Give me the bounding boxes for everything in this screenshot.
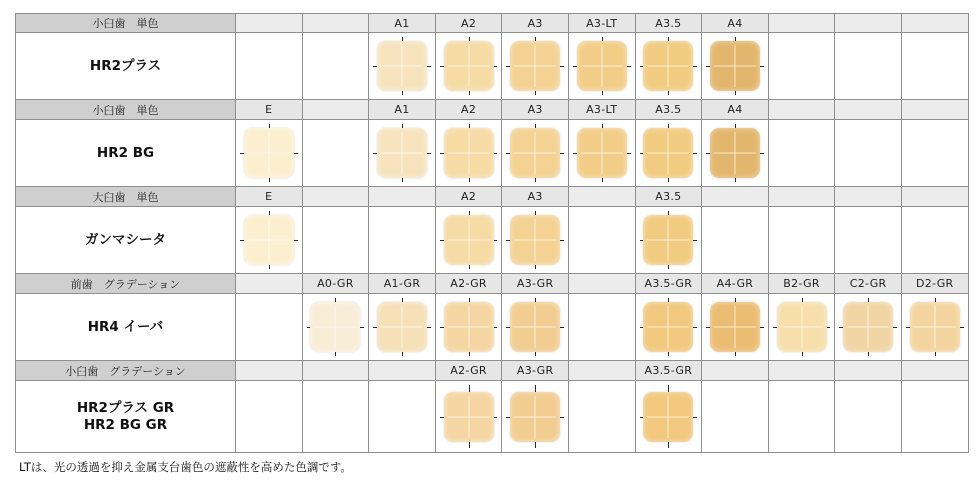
section-category-label: 小臼歯 単色 <box>15 13 236 33</box>
shade-table <box>15 13 969 453</box>
shade-code-header: A4 <box>702 100 769 120</box>
shade-swatch <box>510 215 560 265</box>
shade-code-header: E <box>236 187 303 207</box>
section-header-row <box>15 100 969 120</box>
shade-swatch <box>444 302 494 352</box>
product-name: HR2プラス GR <box>76 399 175 416</box>
section-category-label: 小臼歯 グラデーション <box>15 361 236 381</box>
empty-cell <box>236 294 303 361</box>
shade-swatch <box>444 41 494 91</box>
shade-sample-cell <box>636 207 703 274</box>
empty-header-cell <box>835 100 902 120</box>
shade-code-header: A2 <box>436 100 503 120</box>
empty-header-cell <box>369 361 436 381</box>
empty-cell <box>369 207 436 274</box>
section-header-row <box>15 274 969 294</box>
shade-swatch <box>710 302 760 352</box>
product-name-cell <box>15 120 236 187</box>
shade-code-header: A4 <box>702 13 769 33</box>
shade-code-header: A1 <box>369 100 436 120</box>
empty-header-cell <box>303 187 370 207</box>
empty-cell <box>236 381 303 453</box>
empty-cell <box>835 33 902 100</box>
shade-sample-cell <box>702 120 769 187</box>
shade-swatch <box>444 215 494 265</box>
empty-header-cell <box>769 361 836 381</box>
section-header-row <box>15 361 969 381</box>
shade-swatch <box>643 128 693 178</box>
shade-code-header: A1 <box>369 13 436 33</box>
shade-sample-cell <box>236 207 303 274</box>
product-name: ガンマシータ <box>85 231 166 248</box>
shade-sample-cell <box>502 294 569 361</box>
shade-swatch <box>377 41 427 91</box>
empty-header-cell <box>569 361 636 381</box>
shade-code-header: A3 <box>502 187 569 207</box>
shade-sample-cell <box>569 33 636 100</box>
product-name: HR2プラス <box>89 57 162 74</box>
shade-sample-cell <box>502 207 569 274</box>
shade-swatch <box>710 128 760 178</box>
shade-code-header: A1-GR <box>369 274 436 294</box>
shade-code-header: A3.5-GR <box>636 274 703 294</box>
shade-code-header: A3.5-GR <box>636 361 703 381</box>
product-row <box>15 381 969 453</box>
shade-sample-cell <box>436 294 503 361</box>
product-name: HR2 BG GR <box>83 416 168 433</box>
shade-swatch <box>577 128 627 178</box>
shade-sample-cell <box>436 120 503 187</box>
product-name: HR4 イーバ <box>87 318 164 335</box>
footnote: LTは、光の透過を抑え金属支台歯色の遮蔽性を高めた色調です。 <box>19 460 352 474</box>
empty-cell <box>902 381 969 453</box>
shade-code-header: A3-GR <box>502 361 569 381</box>
empty-cell <box>835 207 902 274</box>
shade-swatch <box>577 41 627 91</box>
shade-sample-cell <box>702 294 769 361</box>
shade-swatch <box>910 302 960 352</box>
empty-cell <box>769 207 836 274</box>
section-header-row <box>15 13 969 33</box>
shade-code-header: A3-LT <box>569 100 636 120</box>
empty-cell <box>303 381 370 453</box>
product-row <box>15 120 969 187</box>
product-name-cell <box>15 381 236 453</box>
shade-sample-cell <box>569 120 636 187</box>
section-category-label: 前歯 グラデーション <box>15 274 236 294</box>
empty-cell <box>303 120 370 187</box>
empty-header-cell <box>303 361 370 381</box>
shade-code-header: A4-GR <box>702 274 769 294</box>
shade-swatch <box>444 392 494 442</box>
empty-header-cell <box>902 100 969 120</box>
empty-header-cell <box>569 187 636 207</box>
empty-header-cell <box>835 361 902 381</box>
shade-code-header: A3-GR <box>502 274 569 294</box>
empty-cell <box>902 207 969 274</box>
shade-sample-cell <box>502 33 569 100</box>
empty-header-cell <box>303 13 370 33</box>
section-category-label: 小臼歯 単色 <box>15 100 236 120</box>
shade-swatch <box>643 302 693 352</box>
shade-code-header: D2-GR <box>902 274 969 294</box>
shade-sample-cell <box>369 294 436 361</box>
product-row <box>15 33 969 100</box>
empty-header-cell <box>902 13 969 33</box>
shade-code-header: A2-GR <box>436 361 503 381</box>
shade-sample-cell <box>369 33 436 100</box>
shade-code-header: A3.5 <box>636 13 703 33</box>
shade-sample-cell <box>436 381 503 453</box>
shade-code-header: A3.5 <box>636 100 703 120</box>
shade-sample-cell <box>502 120 569 187</box>
empty-cell <box>569 294 636 361</box>
empty-cell <box>569 207 636 274</box>
shade-swatch <box>377 128 427 178</box>
empty-header-cell <box>236 274 303 294</box>
empty-cell <box>769 381 836 453</box>
shade-code-header: A3-LT <box>569 13 636 33</box>
shade-sample-cell <box>636 294 703 361</box>
shade-swatch <box>510 302 560 352</box>
empty-cell <box>769 33 836 100</box>
empty-cell <box>303 33 370 100</box>
shade-code-header: A2-GR <box>436 274 503 294</box>
shade-swatch <box>643 41 693 91</box>
shade-swatch <box>510 392 560 442</box>
empty-header-cell <box>569 274 636 294</box>
product-name-cell <box>15 33 236 100</box>
shade-sample-cell <box>769 294 836 361</box>
empty-cell <box>835 381 902 453</box>
empty-cell <box>902 120 969 187</box>
shade-sample-cell <box>702 33 769 100</box>
shade-swatch <box>510 41 560 91</box>
empty-header-cell <box>702 361 769 381</box>
empty-cell <box>902 33 969 100</box>
shade-code-header: A2 <box>436 13 503 33</box>
empty-cell <box>236 33 303 100</box>
product-name-cell <box>15 207 236 274</box>
empty-cell <box>303 207 370 274</box>
shade-swatch <box>444 128 494 178</box>
empty-header-cell <box>835 187 902 207</box>
shade-code-header: A3 <box>502 100 569 120</box>
shade-swatch <box>510 128 560 178</box>
shade-code-header: A3.5 <box>636 187 703 207</box>
section-header-row <box>15 187 969 207</box>
product-row <box>15 294 969 361</box>
shade-sample-cell <box>636 381 703 453</box>
shade-sample-cell <box>369 120 436 187</box>
shade-sample-cell <box>436 207 503 274</box>
shade-code-header: B2-GR <box>769 274 836 294</box>
product-name-cell <box>15 294 236 361</box>
shade-swatch <box>643 215 693 265</box>
shade-swatch <box>777 302 827 352</box>
shade-swatch <box>643 392 693 442</box>
shade-sample-cell <box>436 33 503 100</box>
empty-header-cell <box>769 100 836 120</box>
empty-cell <box>702 207 769 274</box>
shade-sample-cell <box>636 33 703 100</box>
shade-swatch <box>244 215 294 265</box>
empty-header-cell <box>902 361 969 381</box>
shade-code-header: A3 <box>502 13 569 33</box>
empty-cell <box>569 381 636 453</box>
shade-sample-cell <box>236 120 303 187</box>
empty-cell <box>835 120 902 187</box>
shade-swatch <box>710 41 760 91</box>
shade-swatch <box>377 302 427 352</box>
shade-sample-cell <box>502 381 569 453</box>
product-row <box>15 207 969 274</box>
shade-code-header: C2-GR <box>835 274 902 294</box>
shade-code-header: A0-GR <box>303 274 370 294</box>
empty-header-cell <box>236 13 303 33</box>
empty-header-cell <box>303 100 370 120</box>
empty-cell <box>702 381 769 453</box>
shade-sample-cell <box>902 294 969 361</box>
empty-header-cell <box>702 187 769 207</box>
shade-swatch <box>843 302 893 352</box>
shade-code-header: A2 <box>436 187 503 207</box>
empty-header-cell <box>835 13 902 33</box>
shade-swatch <box>244 128 294 178</box>
empty-cell <box>369 381 436 453</box>
shade-code-header: E <box>236 100 303 120</box>
empty-header-cell <box>769 13 836 33</box>
shade-sample-cell <box>636 120 703 187</box>
empty-header-cell <box>369 187 436 207</box>
empty-header-cell <box>236 361 303 381</box>
empty-header-cell <box>902 187 969 207</box>
shade-swatch <box>310 302 360 352</box>
empty-header-cell <box>769 187 836 207</box>
shade-sample-cell <box>835 294 902 361</box>
empty-cell <box>769 120 836 187</box>
product-name: HR2 BG <box>96 144 155 161</box>
section-category-label: 大臼歯 単色 <box>15 187 236 207</box>
shade-sample-cell <box>303 294 370 361</box>
